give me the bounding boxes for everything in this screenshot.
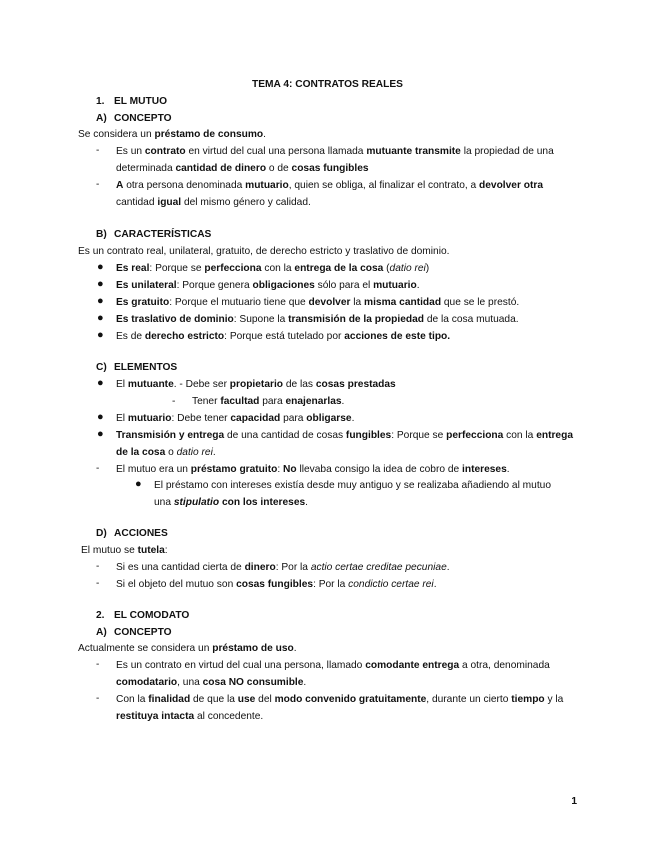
element-item — [116, 378, 396, 391]
text-run: para — [280, 413, 307, 424]
section-2a-title: CONCEPTO — [114, 627, 172, 638]
section-1-title: EL MUTUO — [114, 96, 168, 107]
element-item — [116, 429, 573, 442]
text-run: ( — [383, 263, 390, 274]
text-run-bold: derecho estricto — [144, 331, 225, 342]
mutuo-concept-line — [116, 179, 543, 192]
dash-bullet: - — [96, 659, 100, 670]
section-1d-letter: D) — [96, 528, 107, 539]
comodato-concept-line — [116, 676, 306, 689]
text-run-bold: comodante entrega — [365, 660, 460, 671]
comodato-concept-line — [116, 659, 550, 672]
section-1b-title: CARACTERÍSTICAS — [114, 229, 212, 240]
text-run-italic: datio rei — [176, 447, 213, 458]
text-run: : Supone la — [233, 314, 289, 325]
text-run-bold: devolver — [308, 297, 351, 308]
round-bullet: ● — [97, 312, 104, 324]
text-run-bold: enajenarlas — [285, 396, 342, 407]
text-run: : Porque genera — [176, 280, 253, 291]
text-run: . — [446, 562, 450, 573]
round-bullet: ● — [97, 411, 104, 423]
text-run: una — [154, 497, 174, 508]
text-run: : Por la — [313, 579, 349, 590]
round-bullet: ● — [97, 261, 104, 273]
characteristic-item — [116, 296, 519, 309]
text-run: . - Debe ser — [173, 379, 230, 390]
text-run-bold: igual — [157, 197, 182, 208]
text-run-italic: actio certae creditae pecuniae — [310, 562, 447, 573]
text-run-bold: acciones de este tipo. — [344, 331, 451, 342]
text-run: . — [506, 464, 510, 475]
text-run: El — [116, 379, 128, 390]
text-run: : — [164, 545, 168, 556]
round-bullet: ● — [97, 295, 104, 307]
round-bullet: ● — [97, 278, 104, 290]
text-run: Con la — [116, 694, 149, 705]
text-run-bold: capacidad — [230, 413, 281, 424]
document-title: TEMA 4: CONTRATOS REALES — [252, 79, 403, 90]
text-run: o de — [266, 163, 292, 174]
characteristics-intro: Es un contrato real, unilateral, gratuito, de derecho estricto y traslativo de dominio. — [78, 246, 450, 257]
text-run-bold: use — [237, 694, 256, 705]
text-run: Es un contrato en virtud del cual una persona, llamado — [116, 660, 366, 671]
text-run-bold: Es traslativo de dominio — [116, 314, 234, 325]
text-run: El — [116, 413, 128, 424]
text-run: determinada — [116, 163, 176, 174]
text-run-bold: tutela — [137, 545, 165, 556]
element-subitem — [172, 395, 344, 408]
text-run-bold: mutuario — [127, 413, 172, 424]
text-run: de que la — [190, 694, 238, 705]
text-run-bold: tiempo — [511, 694, 545, 705]
text-run: . — [341, 396, 345, 407]
action-item — [116, 578, 437, 591]
section-2a-letter: A) — [96, 627, 107, 638]
text-run-bold: Es real — [116, 263, 150, 274]
text-run: . — [433, 579, 437, 590]
text-run-bold: préstamo de uso — [212, 643, 294, 654]
text-run: . — [212, 447, 216, 458]
text-run: de las — [283, 379, 316, 390]
text-run-bold: préstamo de consumo — [154, 129, 264, 140]
text-run: Es un — [116, 146, 145, 157]
text-run: del mismo género y calidad. — [181, 197, 311, 208]
section-1d-heading — [96, 527, 168, 540]
text-run: llevaba consigo la idea de cobro de — [296, 464, 463, 475]
text-run-bold: devolver otra — [479, 180, 543, 191]
text-run: otra persona denominada — [123, 180, 246, 191]
characteristic-item — [116, 313, 519, 326]
dash-bullet: - — [96, 578, 100, 589]
element-subitem — [154, 479, 551, 492]
text-run: , durante un cierto — [426, 694, 512, 705]
text-run: la — [350, 297, 365, 308]
text-run-bold: cantidad de dinero — [175, 163, 267, 174]
text-run-bold-italic: stipulatio — [173, 497, 220, 508]
text-run-bold: fungibles — [345, 430, 392, 441]
text-run-bold: cosas fungibles — [291, 163, 369, 174]
element-item — [116, 412, 354, 425]
text-run-bold: intereses — [462, 464, 507, 475]
text-run-bold: A — [116, 180, 124, 191]
comodato-concept-line — [116, 710, 263, 723]
text-run-bold: modo convenido gratuitamente — [274, 694, 427, 705]
text-run-bold: préstamo gratuito — [190, 464, 278, 475]
mutuo-concept-line — [116, 196, 311, 209]
text-run-bold: con los intereses — [219, 497, 306, 508]
text-run: : Porque está tutelado por — [224, 331, 345, 342]
section-1-number: 1. — [96, 96, 105, 107]
text-run: de la cosa mutuada. — [424, 314, 519, 325]
text-run-bold: No — [283, 464, 297, 475]
text-run: : Debe tener — [171, 413, 231, 424]
text-run-bold: obligarse — [306, 413, 352, 424]
text-run: . — [305, 497, 309, 508]
text-run-bold: mutuante transmite — [366, 146, 461, 157]
round-bullet: ● — [97, 428, 104, 440]
section-1c-letter: C) — [96, 362, 107, 373]
element-item — [116, 463, 510, 476]
text-run: o — [165, 447, 177, 458]
element-subitem — [154, 496, 308, 509]
section-1b-heading — [96, 228, 211, 241]
text-run: - — [172, 396, 176, 407]
text-run: . — [293, 643, 297, 654]
text-run-bold: entrega — [536, 430, 573, 441]
text-run-italic: condictio certae rei — [348, 579, 434, 590]
text-run-bold: misma cantidad — [364, 297, 442, 308]
text-run-bold: cosas prestadas — [315, 379, 396, 390]
text-run-bold: dinero — [244, 562, 276, 573]
text-run-bold: cosa NO consumible — [202, 677, 304, 688]
text-run-bold: Es unilateral — [116, 280, 177, 291]
dash-bullet: - — [96, 463, 100, 474]
text-run: . — [416, 280, 420, 291]
round-bullet: ● — [97, 377, 104, 389]
text-run: Tener — [192, 396, 221, 407]
text-run: : Porque se — [391, 430, 447, 441]
text-run: . — [263, 129, 267, 140]
text-run-bold: comodatario — [116, 677, 178, 688]
mutuo-concept-line — [116, 162, 369, 175]
section-1c-heading — [96, 361, 177, 374]
text-run-bold: finalidad — [148, 694, 191, 705]
section-1a-title: CONCEPTO — [114, 113, 172, 124]
text-run: , una — [177, 677, 203, 688]
text-run-bold: propietario — [229, 379, 284, 390]
text-run: sólo para el — [314, 280, 374, 291]
page-number: 1 — [571, 796, 577, 807]
text-run: la propiedad de una — [460, 146, 554, 157]
text-run-bold: perfecciona — [446, 430, 504, 441]
text-run: y la — [544, 694, 564, 705]
text-run: El mutuo era un — [116, 464, 191, 475]
text-run: de una cantidad de cosas — [224, 430, 346, 441]
text-run: : Porque se — [149, 263, 205, 274]
text-run-bold: Transmisión y entrega — [116, 430, 225, 441]
text-run: . — [351, 413, 355, 424]
characteristic-item — [116, 262, 429, 275]
section-1a-heading — [96, 112, 172, 125]
text-run-bold: transmisión de la propiedad — [288, 314, 424, 325]
text-run: : — [277, 464, 284, 475]
section-2-heading — [96, 609, 189, 622]
comodato-concept-line — [116, 693, 563, 706]
text-run-bold: restituya intacta — [116, 711, 195, 722]
text-run: a otra, denominada — [459, 660, 550, 671]
element-item — [116, 446, 216, 459]
text-run: Es de — [116, 331, 145, 342]
mutuo-concept-line — [116, 145, 554, 158]
text-run: El mutuo se — [81, 545, 138, 556]
section-1-heading — [96, 95, 167, 108]
text-run-bold: facultad — [220, 396, 260, 407]
text-run: : Por la — [275, 562, 311, 573]
round-bullet: ● — [97, 329, 104, 341]
dash-bullet: - — [96, 693, 100, 704]
dash-bullet: - — [96, 145, 100, 156]
text-run: cantidad — [116, 197, 158, 208]
text-run: Si el objeto del mutuo son — [116, 579, 237, 590]
dash-bullet: - — [96, 179, 100, 190]
characteristic-item — [116, 330, 450, 343]
actions-intro — [81, 544, 168, 557]
section-1b-letter: B) — [96, 229, 107, 240]
text-run-bold: Es gratuito — [116, 297, 170, 308]
text-run: El préstamo con intereses existía desde muy antiguo y se realizaba añadiendo al mutuo — [154, 480, 551, 491]
text-run-bold: mutuario — [373, 280, 417, 291]
text-run: : Porque el mutuario tiene que — [169, 297, 309, 308]
round-bullet: ● — [135, 478, 142, 490]
dash-bullet: - — [96, 561, 100, 572]
section-1a-letter: A) — [96, 113, 107, 124]
text-run: con la — [503, 430, 537, 441]
text-run-bold: mutuario — [245, 180, 289, 191]
text-run: que se le prestó. — [441, 297, 520, 308]
action-item — [116, 561, 450, 574]
text-run-bold: perfecciona — [204, 263, 262, 274]
section-2-title: EL COMODATO — [114, 610, 190, 621]
text-run: en virtud del cual una persona llamada — [185, 146, 367, 157]
text-run-bold: entrega de la cosa — [294, 263, 384, 274]
text-run: para — [259, 396, 286, 407]
text-run-bold: de la cosa — [116, 447, 166, 458]
section-1d-title: ACCIONES — [114, 528, 168, 539]
text-run: . — [303, 677, 307, 688]
section-2a-heading — [96, 626, 172, 639]
comodato-concept-intro — [78, 642, 297, 655]
text-run: con la — [261, 263, 295, 274]
text-run: Si es una cantidad cierta de — [116, 562, 245, 573]
text-run: Actualmente se considera un — [78, 643, 213, 654]
section-2-number: 2. — [96, 610, 105, 621]
text-run: al concedente. — [194, 711, 264, 722]
mutuo-concept-intro — [78, 128, 266, 141]
text-run: del — [255, 694, 275, 705]
text-run: Se considera un — [78, 129, 155, 140]
characteristic-item — [116, 279, 420, 292]
text-run-bold: mutuante — [127, 379, 174, 390]
text-run: ) — [425, 263, 430, 274]
text-run-bold: contrato — [144, 146, 186, 157]
text-run: , quien se obliga, al finalizar el contrato, a — [288, 180, 480, 191]
section-1c-title: ELEMENTOS — [114, 362, 178, 373]
text-run-italic: datio rei — [389, 263, 426, 274]
text-run-bold: obligaciones — [252, 280, 315, 291]
text-run-bold: cosas fungibles — [236, 579, 314, 590]
